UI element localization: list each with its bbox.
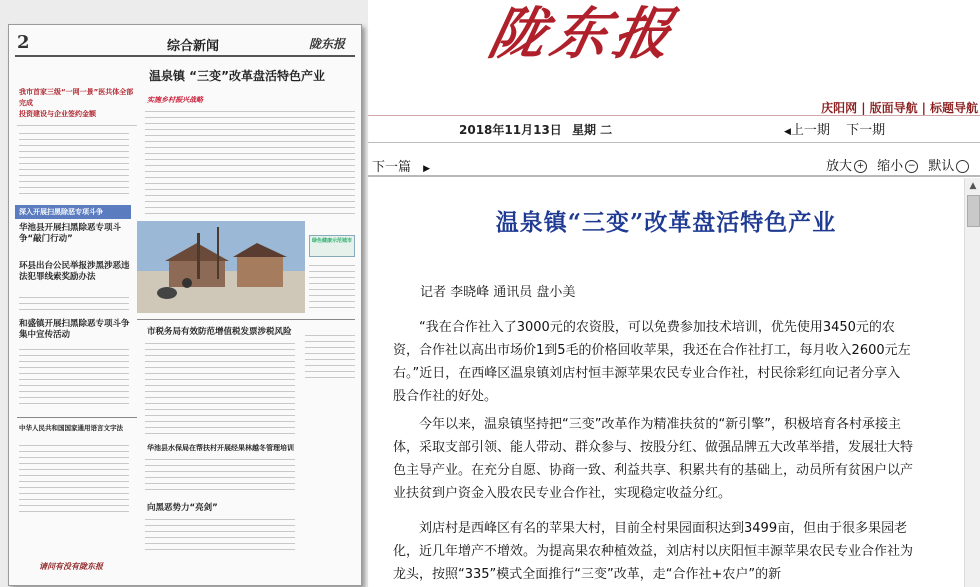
text-line	[19, 451, 129, 452]
text-line	[19, 139, 129, 140]
text-line	[19, 145, 129, 146]
text-line	[19, 349, 129, 350]
text-line	[145, 367, 295, 368]
column-divider	[17, 125, 137, 126]
scroll-thumb[interactable]	[967, 195, 980, 227]
text-line	[19, 505, 129, 506]
text-line	[309, 307, 355, 308]
text-line	[145, 123, 355, 124]
zoom-default-label: 默认	[928, 159, 955, 174]
text-line	[145, 531, 295, 532]
text-line	[309, 295, 355, 296]
text-line	[145, 213, 355, 214]
text-line	[19, 303, 129, 304]
text-line	[145, 391, 295, 392]
red-column-head: 实施乡村振兴战略	[147, 96, 203, 104]
text-line	[19, 487, 129, 488]
text-line	[19, 373, 129, 374]
article-title: 温泉镇“三变”改革盘活特色产业	[495, 209, 837, 236]
thumb-headline[interactable]: 向黑恶势力“亮剑”	[147, 503, 218, 513]
text-line	[145, 159, 355, 160]
section-name: 综合新闻	[167, 39, 220, 54]
edition-weekday: 星期 二	[572, 123, 613, 137]
text-line	[19, 379, 129, 380]
text-line	[145, 433, 295, 434]
radio-icon	[956, 160, 969, 173]
zoom-controls	[826, 155, 975, 174]
text-line	[145, 177, 355, 178]
zoom-in-label: 放大	[826, 159, 853, 174]
text-line	[145, 165, 355, 166]
text-line	[19, 355, 129, 356]
text-line	[145, 201, 355, 202]
text-line	[309, 271, 355, 272]
text-line	[309, 301, 355, 302]
text-line	[19, 511, 129, 512]
text-line	[145, 409, 295, 410]
text-line	[145, 549, 295, 550]
text-line	[145, 427, 295, 428]
text-line	[145, 195, 355, 196]
text-line	[309, 277, 355, 278]
text-line	[19, 309, 129, 310]
text-line	[19, 181, 129, 182]
nav-separator: |	[921, 101, 926, 115]
newspaper-page-thumbnail[interactable]	[8, 24, 362, 586]
text-line	[19, 157, 129, 158]
text-line	[145, 483, 295, 484]
next-article-label[interactable]: 下一篇	[372, 160, 412, 175]
text-line	[145, 421, 295, 422]
thumb-headline[interactable]: 华池县开展扫黑除恶专项斗争“敲门行动”	[19, 223, 122, 244]
page-number: 2	[17, 32, 30, 53]
text-line	[19, 151, 129, 152]
thumb-headline[interactable]: 投资建设与企业签约金额	[19, 110, 96, 118]
issue-pager	[784, 119, 885, 138]
text-line	[145, 135, 355, 136]
text-line	[19, 391, 129, 392]
text-line	[145, 153, 355, 154]
text-line	[305, 353, 355, 354]
text-line	[145, 459, 295, 460]
text-line	[309, 289, 355, 290]
article-byline: 记者 李晓峰 通讯员 盘小美	[420, 285, 576, 300]
text-line	[145, 379, 295, 380]
text-line	[309, 283, 355, 284]
text-line	[145, 397, 295, 398]
zoom-default-button[interactable]	[928, 155, 969, 174]
thumb-headline[interactable]: 环县出台公民举报涉黑涉恶违法犯罪线索奖励办法	[19, 261, 130, 282]
text-line	[145, 189, 355, 190]
text-line	[145, 361, 295, 362]
text-line	[19, 187, 129, 188]
text-line	[145, 349, 295, 350]
text-line	[145, 343, 295, 344]
text-line	[19, 475, 129, 476]
plus-icon: +	[854, 160, 867, 173]
stamp-text: 请问有没有陇东报	[39, 561, 103, 571]
text-line	[19, 385, 129, 386]
text-line	[19, 499, 129, 500]
nav-item-title-nav[interactable]: 标题导航	[929, 101, 978, 115]
text-line	[305, 371, 355, 372]
page-thumbnail-panel	[0, 0, 368, 587]
text-line	[19, 481, 129, 482]
text-line	[145, 141, 355, 142]
text-line	[19, 361, 129, 362]
prev-issue-link[interactable]: 上一期	[790, 123, 830, 138]
text-line	[145, 171, 355, 172]
text-line	[305, 377, 355, 378]
special-band: 深入开展扫黑除恶专项斗争	[15, 205, 131, 219]
next-article[interactable]	[372, 156, 430, 175]
toolbar-rule	[368, 142, 980, 143]
text-line	[145, 183, 355, 184]
nav-rule	[368, 115, 980, 116]
text-line	[145, 147, 355, 148]
thumb-main-headline[interactable]: 温泉镇 “三变”改革盘活特色产业	[149, 69, 325, 83]
thumb-headline[interactable]: 华池县水保局在帮扶村开展经果林越冬管理培训	[147, 444, 294, 452]
header-rule	[15, 55, 355, 57]
text-line	[305, 347, 355, 348]
edition-date	[459, 121, 612, 138]
thumb-headline[interactable]: 中华人民共和国国家通用语言文字法	[19, 424, 123, 432]
text-line	[145, 415, 295, 416]
text-line	[145, 373, 295, 374]
text-line	[19, 469, 129, 470]
arrow-right-icon: ▶	[423, 164, 431, 174]
zoom-out-label: 缩小	[877, 159, 904, 174]
top-nav	[821, 99, 978, 116]
section-rule	[137, 319, 355, 320]
text-line	[19, 403, 129, 404]
text-line	[19, 367, 129, 368]
text-line	[145, 111, 355, 112]
scroll-up-icon[interactable]: ▲	[969, 181, 977, 191]
zoom-in-button[interactable]	[826, 155, 867, 174]
nav-separator: |	[861, 101, 866, 115]
masthead-logo: 陇东报	[482, 1, 684, 67]
text-line	[19, 169, 129, 170]
text-line	[19, 163, 129, 164]
text-line	[305, 335, 355, 336]
nav-item-qingyang-net[interactable]: 庆阳网	[821, 101, 858, 115]
text-line	[145, 117, 355, 118]
badge-box: 绿色健康示范城市	[309, 235, 355, 257]
text-line	[305, 365, 355, 366]
minus-icon: −	[905, 160, 918, 173]
article-paragraph: 刘店村是西峰区有名的苹果大村，目前全村果园面积达到3499亩，但由于很多果园老化，近几年增产不增效。为提高果农种植效益，刘店村以庆阳恒丰源苹果农民专业合作社为龙头，按照“335”模式全面推行“三变”改革，走“合作社+农户”的新	[393, 521, 914, 582]
thumb-headline[interactable]: 和盛镇开展扫黑除恶专项斗争集中宣传活动	[19, 319, 130, 340]
text-line	[145, 477, 295, 478]
text-line	[19, 133, 129, 134]
column-divider	[17, 417, 137, 418]
edition-date-text: 2018年11月13日	[459, 123, 562, 137]
text-line	[145, 489, 295, 490]
text-line	[19, 297, 129, 298]
text-line	[19, 445, 129, 446]
text-line	[145, 525, 295, 526]
text-line	[305, 341, 355, 342]
text-line	[145, 385, 295, 386]
article-paragraph: 今年以来，温泉镇坚持把“三变”改革作为精准扶贫的“新引擎”，积极培育各村承接主体，采取支部引领、能人带动、群众参与、按股分红、做强品牌五大改革举措，发展壮大特色主导产业。在充分自愿、协商一致、利益共享、积累共有的基础上，动员所有贫困户以产业扶贫到户资金入股农民专业合作社，实现稳定收益分红。	[393, 417, 914, 501]
text-line	[145, 519, 295, 520]
nav-item-page-nav[interactable]: 版面导航	[869, 101, 918, 115]
text-line	[145, 355, 295, 356]
text-line	[19, 193, 129, 194]
thumb-headline[interactable]: 我市首家三级“一网一景”医共体全部完成	[19, 88, 134, 107]
text-line	[305, 359, 355, 360]
text-line	[19, 493, 129, 494]
text-line	[145, 465, 295, 466]
small-logo: 陇东报	[309, 37, 346, 51]
thumb-photo	[137, 221, 305, 313]
text-line	[19, 457, 129, 458]
text-line	[145, 403, 295, 404]
text-line	[19, 397, 129, 398]
thumb-headline[interactable]: 市税务局有效防范增值税发票涉税风险	[147, 327, 292, 337]
article-scrollbar[interactable]	[964, 178, 980, 587]
text-line	[19, 463, 129, 464]
text-line	[145, 207, 355, 208]
prev-issue-icon: ◀	[784, 127, 791, 137]
content-top-rule	[368, 175, 980, 177]
text-line	[145, 543, 295, 544]
text-line	[145, 471, 295, 472]
text-line	[145, 129, 355, 130]
zoom-out-button[interactable]	[877, 155, 918, 174]
article-paragraph: “我在合作社入了3000元的农资股，可以免费参加技术培训，优先使用3450元的农资，合作社以高出市场价1到5毛的价格回收苹果，我还在合作社打工，每月收入2600元左右。”近日，在西峰区温泉镇刘店村恒丰源苹果农民专业合作社，村民徐彩红向记者分享入股合作社的好处。	[393, 320, 911, 404]
next-issue-link[interactable]: 下一期	[846, 123, 886, 138]
text-line	[19, 175, 129, 176]
text-line	[309, 265, 355, 266]
text-line	[145, 537, 295, 538]
